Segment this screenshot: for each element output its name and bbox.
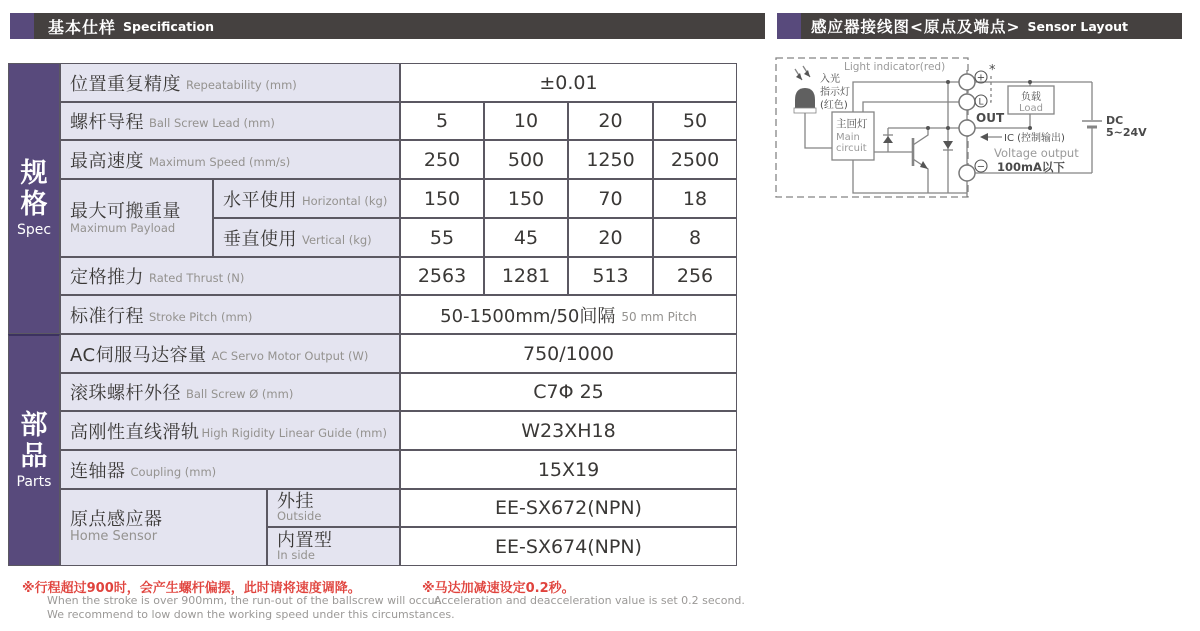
purple-accent-square (10, 13, 34, 39)
main-circuit-en2: circuit (836, 143, 867, 154)
terminal-plus (959, 74, 975, 90)
value-home-inside: EE-SX674(NPN) (400, 527, 737, 566)
section-spec-cn2: 格 (20, 188, 48, 220)
section-parts-en: Parts (16, 473, 52, 490)
plus-symbol: + (976, 72, 986, 84)
light-arrowhead-1 (796, 73, 802, 80)
load-label-cn: 负载 (1021, 92, 1041, 103)
value-thrust-1: 2563 (400, 257, 484, 295)
value-home-outside: EE-SX672(NPN) (400, 489, 737, 527)
row-label-payload-horizontal (213, 179, 400, 218)
value-lead-4: 50 (653, 102, 737, 140)
label-en: Home Sensor (70, 529, 158, 545)
value-lead-2: 10 (484, 102, 568, 140)
label-en: AC Servo Motor Output (W) (211, 348, 369, 363)
label-cn: AC伺服马达容量 (70, 344, 207, 366)
spec-title-en: Specification (123, 18, 214, 34)
label-en: Maximum Payload (70, 220, 176, 235)
label-cn: 最高速度 (70, 150, 144, 172)
stroke-value-cn: 50-1500mm/50间隔 (440, 305, 616, 327)
out-label: OUT (976, 111, 1005, 125)
label-en: Ball Screw Lead (mm) (149, 116, 275, 130)
value-payload-v-1: 55 (400, 218, 484, 257)
terminal-circles (959, 74, 975, 181)
label-cn: 高刚性直线滑轨 (70, 421, 200, 443)
table-column-divider (399, 63, 401, 566)
section-spec (8, 63, 60, 334)
label-cn: 连轴器 (70, 460, 126, 482)
label-en: High Rigidity Linear Guide (mm) (201, 425, 387, 440)
row-label-screw-dia (60, 373, 400, 411)
stroke-value-en: 50 mm Pitch (621, 310, 697, 324)
value-speed-1: 250 (400, 140, 484, 179)
purple-accent-square (777, 13, 801, 39)
value-stroke (400, 295, 737, 334)
row-label-payload-vertical (213, 218, 400, 257)
led-dome-icon (795, 88, 815, 111)
sensor-layout-header-bar (777, 13, 1182, 39)
row-label-home-sensor (60, 489, 267, 566)
row-label-lead (60, 102, 400, 140)
value-thrust-2: 1281 (484, 257, 568, 295)
terminal-out (959, 120, 975, 136)
current-limit-label: 100mA以下 (997, 160, 1065, 174)
label-cn: 滚珠螺杆外径 (70, 383, 181, 404)
label-cn: 原点感应器 (70, 509, 163, 531)
row-label-payload (60, 179, 213, 257)
dc-label-line1: DC (1106, 114, 1124, 127)
transistor-collector (913, 128, 928, 145)
label-en: In side (277, 547, 315, 562)
label-en: Stroke Pitch (mm) (149, 309, 253, 324)
zener1-triangle (883, 136, 893, 143)
transistor-emitter (913, 159, 928, 193)
value-payload-v-3: 20 (568, 218, 653, 257)
led-base (794, 108, 816, 113)
value-speed-3: 1250 (568, 140, 653, 179)
wire-plus-internal (853, 82, 959, 112)
value-lead-3: 20 (568, 102, 653, 140)
value-thrust-3: 513 (568, 257, 653, 295)
value-servo: 750/1000 (400, 334, 737, 373)
value-guide: W23XH18 (400, 411, 737, 450)
label-cn: 水平使用 (223, 189, 297, 211)
minus-symbol: − (976, 161, 986, 173)
row-label-speed (60, 140, 400, 179)
footnote1-en1: When the stroke is over 900mm, the run-out of the ballscrew will occur. (47, 594, 442, 607)
label-cn: 定格推力 (70, 267, 144, 288)
light-indicator-en: Light indicator(red) (844, 61, 946, 73)
main-circuit-cn: 主回灯 (836, 118, 868, 130)
label-en: Ball Screw Ø (mm) (186, 387, 294, 401)
row-label-home-inside (267, 527, 400, 566)
led-label-line3: (红色) (820, 100, 848, 111)
wire-l-internal (863, 102, 959, 112)
row-label-guide (60, 411, 400, 450)
row-label-thrust (60, 257, 400, 295)
value-speed-2: 500 (484, 140, 568, 179)
ic-output-label: IC (控制输出) (1004, 133, 1065, 144)
value-thrust-4: 256 (653, 257, 737, 295)
row-label-stroke (60, 295, 400, 334)
value-payload-v-4: 8 (653, 218, 737, 257)
value-payload-h-1: 150 (400, 179, 484, 218)
star-note: * (989, 63, 996, 78)
value-payload-h-2: 150 (484, 179, 568, 218)
emitter-arrowhead (920, 161, 928, 169)
section-spec-en: Spec (16, 221, 52, 238)
value-payload-h-4: 18 (653, 179, 737, 218)
sensor-wiring-diagram (770, 50, 1200, 215)
label-cn: 标准行程 (70, 305, 144, 327)
label-cn: 内置型 (277, 529, 333, 551)
value-payload-v-2: 45 (484, 218, 568, 257)
section-parts-cn1: 部 (20, 410, 48, 442)
terminal-minus (959, 165, 975, 181)
label-cn: 垂直使用 (223, 228, 297, 250)
label-en: Horizontal (kg) (302, 193, 388, 208)
value-payload-h-3: 70 (568, 179, 653, 218)
footnote1-en2: We recommend to low down the working speed under this circumstances. (47, 608, 455, 621)
main-circuit-en1: Main (836, 132, 860, 143)
specification-table (8, 63, 737, 566)
zener2-triangle (943, 141, 953, 149)
value-lead-1: 5 (400, 102, 484, 140)
label-cn: 位置重复精度 (70, 73, 181, 95)
footnote1-cn: ※行程超过900时，会产生螺杆偏摆，此时请将速度调降。 (22, 581, 361, 596)
spec-header-bar (10, 13, 765, 39)
wire-led-stem (805, 113, 832, 148)
sensor-title-en: Sensor Layout (1027, 18, 1129, 34)
led-label-line1: 入光 (820, 74, 840, 85)
spec-title-cn: 基本仕样 (48, 17, 117, 37)
l-symbol: L (978, 97, 984, 108)
terminal-light-on (959, 94, 975, 110)
voltage-output-label: Voltage output (994, 146, 1079, 160)
row-label-repeatability (60, 63, 400, 102)
label-en: Maximum Speed (mm/s) (149, 154, 291, 169)
row-label-servo (60, 334, 400, 373)
value-screw-dia: C7Φ 25 (400, 373, 737, 411)
row-label-coupling (60, 450, 400, 489)
label-cn: 外挂 (277, 491, 314, 513)
label-en: Repeatability (mm) (186, 77, 297, 92)
label-cn: 最大可搬重量 (70, 200, 181, 222)
section-parts (8, 334, 60, 566)
sensor-title-cn: 感应器接线图<原点及端点> (811, 18, 1021, 36)
light-arrowhead-2 (804, 70, 810, 77)
dc-label-line2: 5~24V (1106, 126, 1147, 139)
row-label-home-outside (267, 489, 400, 527)
load-label-en: Load (1019, 103, 1043, 114)
label-en: Coupling (mm) (130, 464, 217, 479)
value-repeatability: ±0.01 (400, 63, 737, 102)
section-parts-cn2: 品 (20, 440, 48, 472)
footnote2-en: Acceleration and deacceleration value is set 0.2 second. (434, 594, 745, 607)
value-coupling: 15X19 (400, 450, 737, 489)
section-spec-cn1: 规 (20, 158, 48, 190)
jumper-dashed (987, 76, 991, 102)
label-en: Vertical (kg) (302, 232, 372, 247)
led-label-line2: 指示灯 (820, 87, 850, 98)
ic-arrowhead (980, 133, 988, 141)
wire-bottom-internal (853, 160, 967, 193)
label-en: Rated Thrust (N) (149, 271, 245, 285)
footnote2-cn: ※马达加减速设定0.2秒。 (422, 581, 575, 596)
label-cn: 螺杆导程 (70, 112, 144, 133)
label-en: Outside (277, 509, 322, 524)
value-speed-4: 2500 (653, 140, 737, 179)
